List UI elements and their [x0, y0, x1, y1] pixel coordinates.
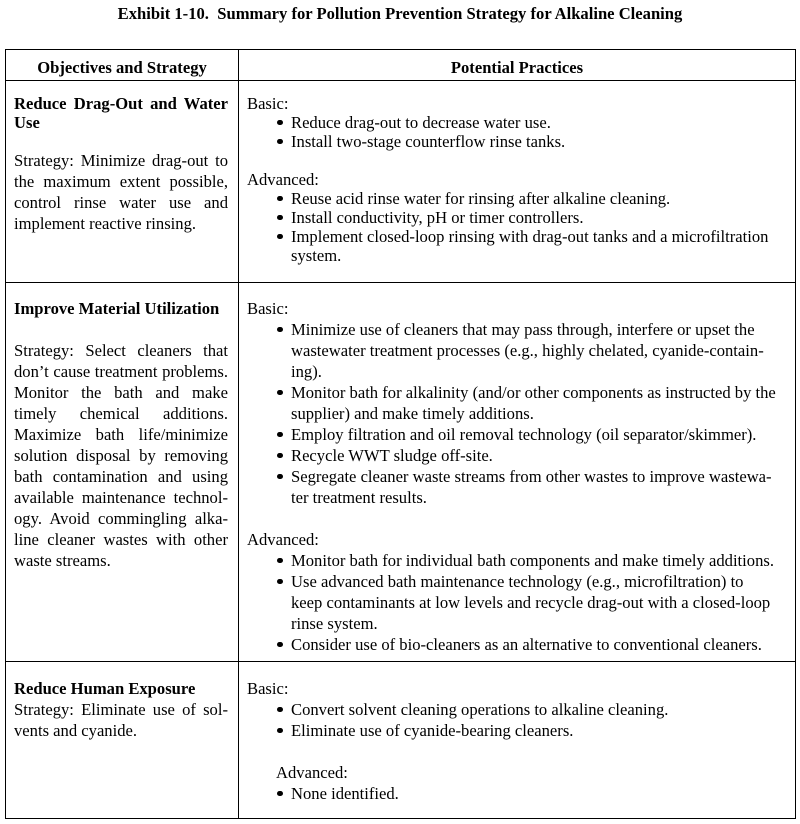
bullet-icon — [277, 196, 283, 202]
practice-item-line: Segregate cleaner waste streams from other wastes to improve wastewa- — [291, 467, 772, 486]
practice-item — [247, 571, 787, 634]
strategy-line: Strategy: Select cleaners that — [14, 341, 228, 360]
strategy-line: timely chemical additions. — [14, 404, 228, 423]
strategy-line: the maximum extent possible, — [14, 172, 228, 191]
row-2-practices-cell — [239, 283, 796, 662]
header-potential-practices: Potential Practices — [239, 50, 796, 81]
practice-item-line: Convert solvent cleaning operations to alkaline cleaning. — [291, 700, 669, 719]
practice-item — [247, 208, 787, 227]
practice-item-line: Consider use of bio-cleaners as an alternative to conventional cleaners. — [291, 635, 762, 654]
objective-heading-line: Improve Material Utilization — [14, 299, 220, 318]
bullet-icon — [277, 791, 283, 797]
strategy-line: vents and cyanide. — [14, 721, 138, 740]
strategy-text — [14, 699, 228, 741]
strategy-text — [14, 340, 228, 571]
practice-item — [247, 466, 787, 508]
practice-item-line: wastewater treatment processes (e.g., highly chelated, cyanide-contain- — [291, 341, 764, 360]
practice-item — [247, 189, 787, 208]
advanced-label: Advanced: — [276, 763, 348, 782]
practice-item — [247, 634, 787, 655]
strategy-line: control rinse water use and — [14, 193, 228, 212]
practice-item-line: Monitor bath for individual bath components and make timely additions. — [291, 551, 774, 570]
advanced-practices — [247, 762, 787, 804]
row-3-practices-cell — [239, 662, 796, 819]
strategy-line: ogy. Avoid commingling alka- — [14, 509, 228, 528]
strategy-line: line cleaner wastes with other — [14, 530, 228, 549]
bullet-icon — [277, 642, 283, 648]
practice-item-line: Monitor bath for alkalinity (and/or other components as instructed by the — [291, 383, 776, 402]
strategy-line: Strategy: Eliminate use of sol- — [14, 700, 228, 719]
strategy-table — [5, 49, 796, 819]
practice-item-line: Reuse acid rinse water for rinsing after alkaline cleaning. — [291, 189, 671, 208]
practice-item-line: Use advanced bath maintenance technology (e.g., microfiltration) to — [291, 572, 744, 591]
bullet-icon — [277, 215, 283, 221]
practice-item — [247, 424, 787, 445]
advanced-label: Advanced: — [247, 530, 319, 549]
practice-item-line: Install two-stage counterflow rinse tanks. — [291, 132, 566, 151]
practice-item — [247, 783, 787, 804]
practice-item — [247, 319, 787, 382]
objective-heading-line: Use — [14, 113, 40, 132]
bullet-icon — [277, 432, 283, 438]
header-objectives-strategy: Objectives and Strategy — [6, 50, 239, 81]
strategy-line: waste streams. — [14, 551, 111, 570]
strategy-line: bath contamination and using — [14, 467, 228, 486]
advanced-label: Advanced: — [247, 170, 319, 189]
practice-item-line: Reduce drag-out to decrease water use. — [291, 113, 551, 132]
bullet-icon — [277, 707, 283, 713]
practice-item — [247, 113, 787, 132]
strategy-line: Strategy: Minimize drag-out to — [14, 151, 228, 170]
bullet-icon — [277, 474, 283, 480]
strategy-line: don’t cause treatment problems. — [14, 362, 228, 381]
bullet-icon — [277, 327, 283, 333]
objective-heading-line: Reduce Human Exposure — [14, 679, 196, 698]
basic-practices — [247, 94, 787, 151]
practice-item-line: Recycle WWT sludge off-site. — [291, 446, 493, 465]
practice-item — [247, 227, 787, 265]
basic-practices — [247, 678, 787, 741]
practice-item-line: Eliminate use of cyanide-bearing cleaners. — [291, 721, 574, 740]
objective-heading-line: Reduce Drag-Out and Water — [14, 94, 228, 113]
practice-item-line: ter treatment results. — [291, 488, 427, 507]
practice-item-line: Minimize use of cleaners that may pass through, interfere or upset the — [291, 320, 755, 339]
strategy-line: Monitor the bath and make — [14, 383, 228, 402]
bullet-icon — [277, 453, 283, 459]
row-2-objective-cell — [6, 283, 239, 662]
practice-item-line: keep contaminants at low levels and recycle drag-out with a closed-loop — [291, 593, 771, 612]
practice-item-line: system. — [291, 246, 342, 265]
bullet-icon — [277, 120, 283, 126]
exhibit-title: Exhibit 1-10. Summary for Pollution Prevention Strategy for Alkaline Cleaning — [117, 4, 683, 23]
practice-item — [247, 720, 787, 741]
advanced-practices — [247, 170, 787, 265]
practice-item-line: None identified. — [291, 784, 399, 803]
objective-heading — [14, 298, 228, 319]
practice-item — [247, 550, 787, 571]
strategy-line: available maintenance technol- — [14, 488, 228, 507]
bullet-icon — [277, 139, 283, 145]
row-1-practices-cell — [239, 81, 796, 283]
basic-practices — [247, 298, 787, 508]
practice-item-line: ing). — [291, 362, 322, 381]
strategy-line: implement reactive rinsing. — [14, 214, 197, 233]
basic-label: Basic: — [247, 679, 289, 698]
basic-label: Basic: — [247, 94, 289, 113]
objective-heading — [14, 94, 228, 132]
practice-item-line: Implement closed-loop rinsing with drag-out tanks and a microfiltration — [291, 227, 769, 246]
bullet-icon — [277, 234, 283, 240]
basic-label: Basic: — [247, 299, 289, 318]
row-3-objective-cell — [6, 662, 239, 819]
advanced-practices — [247, 529, 787, 655]
practice-item-line: rinse system. — [291, 614, 378, 633]
bullet-icon — [277, 579, 283, 585]
row-1-objective-cell — [6, 81, 239, 283]
strategy-line: Maximize bath life/minimize — [14, 425, 228, 444]
practice-item — [247, 699, 787, 720]
strategy-line: solution disposal by removing — [14, 446, 228, 465]
bullet-icon — [277, 558, 283, 564]
practice-item-line: Employ filtration and oil removal technology (oil separator/skimmer). — [291, 425, 757, 444]
bullet-icon — [277, 728, 283, 734]
objective-heading — [14, 678, 228, 699]
practice-item — [247, 132, 787, 151]
strategy-text — [14, 150, 228, 234]
practice-item — [247, 445, 787, 466]
bullet-icon — [277, 390, 283, 396]
practice-item — [247, 382, 787, 424]
practice-item-line: Install conductivity, pH or timer controllers. — [291, 208, 584, 227]
practice-item-line: supplier) and make timely additions. — [291, 404, 534, 423]
